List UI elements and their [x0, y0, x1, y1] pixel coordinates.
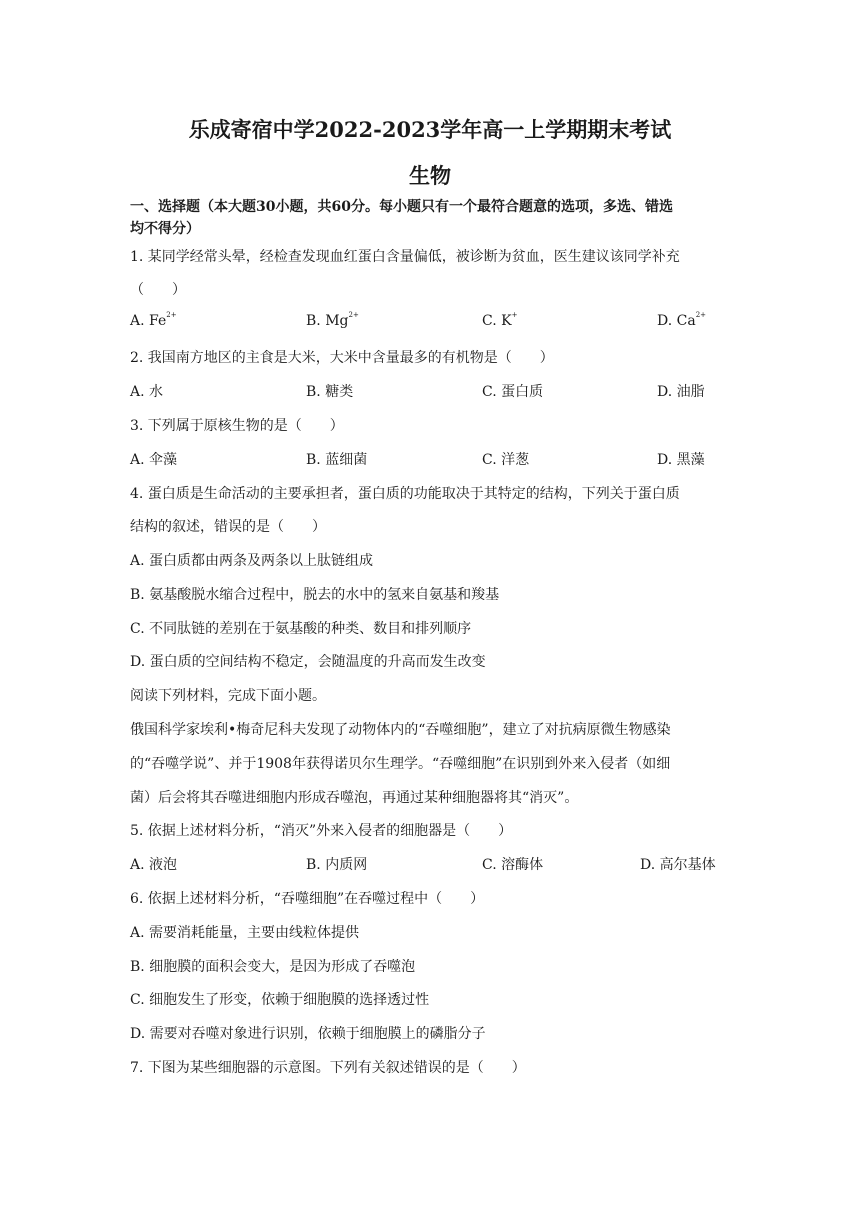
q6-option-b: B. 细胞膜的面积会变大，是因为形成了吞噬泡 [130, 959, 416, 975]
q6-stem: 6. 依据上述材料分析，“吞噬细胞”在吞噬过程中（ ） [130, 891, 485, 907]
q1-option-b: B. $Mg^{2+}$ [306, 311, 359, 329]
material-paragraph-line1: 俄国科学家埃利•梅奇尼科夫发现了动物体内的“吞噬细胞”，建立了对抗病原微生物感染 [130, 722, 671, 738]
q2-option-b: B. 糖类 [306, 384, 354, 400]
q6-option-d: D. 需要对吞噬对象进行识别，依赖于细胞膜上的磷脂分子 [130, 1026, 486, 1042]
q1-option-d: D. $Ca^{2+}$ [657, 311, 707, 329]
material-intro: 阅读下列材料，完成下面小题。 [130, 688, 326, 704]
q4-option-d: D. 蛋白质的空间结构不稳定，会随温度的升高而发生改变 [130, 654, 486, 670]
q2-stem: 2. 我国南方地区的主食是大米，大米中含量最多的有机物是（ ） [130, 350, 554, 366]
subject-title: 生物 [409, 163, 451, 188]
q3-option-b: B. 蓝细菌 [306, 452, 368, 468]
q1-stem-blank: （ ） [130, 282, 186, 298]
q4-stem-line1: 4. 蛋白质是生命活动的主要承担者，蛋白质的功能取决于其特定的结构，下列关于蛋白质 [130, 486, 680, 502]
q4-stem-line2: 结构的叙述，错误的是（ ） [130, 519, 326, 535]
q4-option-c: C. 不同肽链的差别在于氨基酸的种类、数目和排列顺序 [130, 621, 472, 637]
q5-option-b: B. 内质网 [306, 857, 368, 873]
q6-option-a: A. 需要消耗能量，主要由线粒体提供 [130, 925, 360, 941]
q3-stem: 3. 下列属于原核生物的是（ ） [130, 418, 344, 434]
q2-option-c: C. 蛋白质 [482, 384, 544, 400]
q5-stem: 5. 依据上述材料分析，“消灭”外来入侵者的细胞器是（ ） [130, 823, 513, 839]
q1-option-c: C. K+ [482, 311, 518, 329]
material-paragraph-line3: 菌）后会将其吞噬进细胞内形成吞噬泡，再通过某种细胞器将其“消灭”。 [130, 790, 579, 806]
q6-option-c: C. 细胞发生了形变，依赖于细胞膜的选择透过性 [130, 992, 430, 1008]
q2-option-a: A. 水 [130, 384, 164, 400]
q5-option-d: D. 高尔基体 [640, 857, 716, 873]
section-heading-line2: 均不得分） [130, 221, 200, 237]
section-heading-line1: 一、选择题（本大题30小题，共60分。每小题只有一个最符合题意的选项，多选、错选 [130, 199, 673, 215]
q5-option-c: C. 溶酶体 [482, 857, 544, 873]
material-paragraph-line2: 的“吞噬学说”、并于1908年获得诺贝尔生理学。“吞噬细胞”在识别到外来入侵者（如细 [130, 756, 671, 772]
q2-option-d: D. 油脂 [657, 384, 705, 400]
q1-option-a: A. $Fe^{2+}$ [130, 311, 177, 329]
q3-option-a: A. 伞藻 [130, 452, 178, 468]
q3-option-c: C. 洋葱 [482, 452, 530, 468]
exam-title: 乐成寄宿中学2022-2023学年高一上学期期末考试 [188, 117, 672, 142]
q1-stem: 1. 某同学经常头晕，经检查发现血红蛋白含量偏低，被诊断为贫血，医生建议该同学补充 [130, 249, 680, 265]
q7-stem: 7. 下图为某些细胞器的示意图。下列有关叙述错误的是（ ） [130, 1060, 526, 1076]
q3-option-d: D. 黑藻 [657, 452, 705, 468]
q5-option-a: A. 液泡 [130, 857, 178, 873]
q4-option-b: B. 氨基酸脱水缩合过程中，脱去的水中的氢来自氨基和羧基 [130, 587, 500, 603]
q4-option-a: A. 蛋白质都由两条及两条以上肽链组成 [130, 553, 374, 569]
